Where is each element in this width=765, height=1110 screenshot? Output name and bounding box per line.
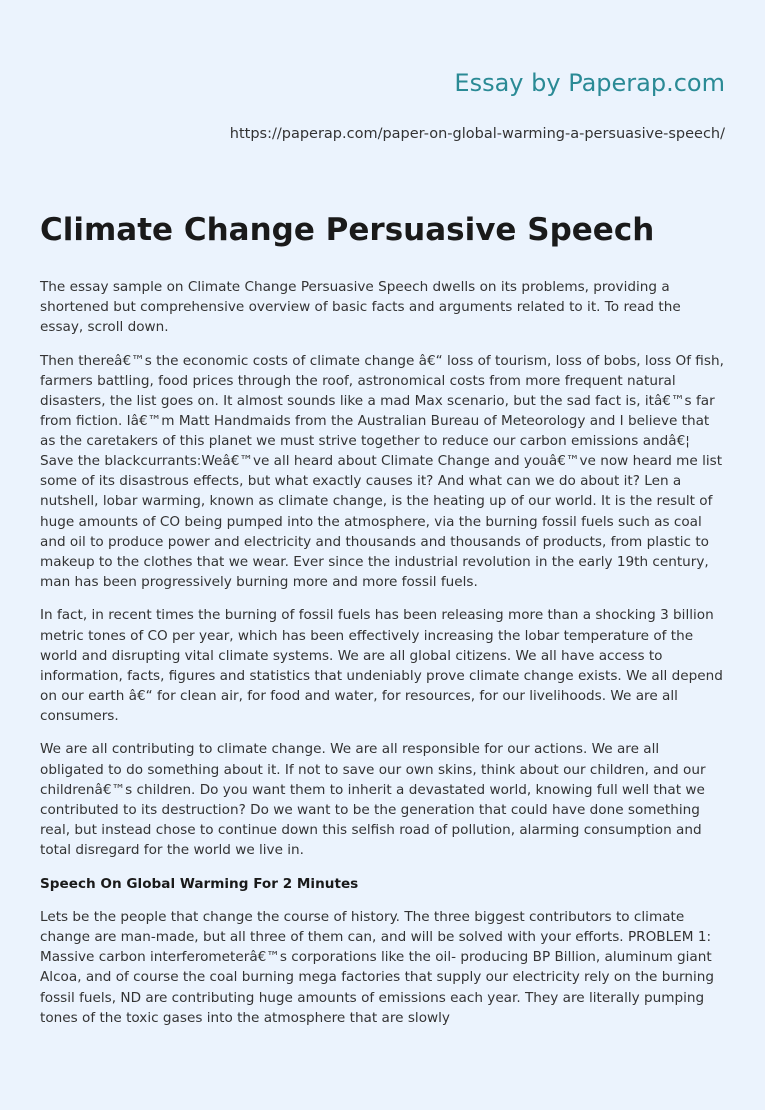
site-header [230, 68, 725, 144]
body-paragraph: Then thereâ€™s the economic costs of climate change â€“ loss of tourism, loss of bobs, loss Of fish, farmers battling, food prices through the roof, astronomical costs from more frequent natural disasters, the list goes on. It almost sounds like a mad Max scenario, but the sad fact is, itâ€™s far from fiction. Iâ€™m Matt Handmaids from the Australian Bureau of Meteorology and I believe that as the caretakers of this planet we must strive together to reduce our carbon emissions andâ€¦ Save the blackcurrants:Weâ€™ve all heard about Climate Change and youâ€™ve now heard me list some of its disastrous effects, but what exactly causes it? And what can we do about it? Len a nutshell, lobar warming, known as climate change, is the heating up of our world. It is the result of huge amounts of CO being pumped into the atmosphere, via the burning fossil fuels such as coal and oil to produce power and electricity and thousands and thousands of products, from plastic to makeup to the clothes that we wear. Ever since the industrial revolution in the early 19th century, man has been progressively burning more and more fossil fuels. [40, 352, 724, 590]
page-title: Climate Change Persuasive Speech [40, 212, 655, 248]
body-paragraph: Lets be the people that change the course of history. The three biggest contributors to climate change are man-made, but all three of them can, and will be solved with your efforts. PROBLEM 1: Massive carbon interferometerâ€™s corporations like the oil- producing BP Billion, aluminum giant Alcoa, and of course the coal burning mega factories that supply our electricity rely on the burning fossil fuels, ND are contributing huge amounts of emissions each year. They are literally pumping tones of the toxic gases into the atmosphere that are slowly [40, 909, 714, 1026]
section-subheading: Speech On Global Warming For 2 Minutes [40, 875, 359, 892]
source-url-link[interactable]: https://paperap.com/paper-on-global-warming-a-persuasive-speech/ [229, 126, 725, 142]
article-body [40, 277, 726, 1041]
body-paragraph: We are all contributing to climate change. We are all responsible for our actions. We are all obligated to do something about it. If not to save our own skins, think about our children, and our childrenâ€™s children. Do you want them to inherit a devastated world, knowing full well that we contributed to its destruction? Do we want to be the generation that could have done something real, but instead chose to continue down this selfish road of pollution, alarming consumption and total disregard for the world we live in. [40, 741, 706, 858]
body-paragraph: In fact, in recent times the burning of fossil fuels has been releasing more than a shocking 3 billion metric tones of CO per year, which has been effectively increasing the lobar temperature of the world and disrupting vital climate systems. We are all global citizens. We all have access to information, facts, figures and statistics that undeniably prove climate change exists. We all depend on our earth â€“ for clean air, for food and water, for resources, for our livelihoods. We are all consumers. [40, 607, 723, 724]
intro-paragraph: The essay sample on Climate Change Persuasive Speech dwells on its problems, providing a shortened but comprehensive overview of basic facts and arguments related to it. To read the essay, scroll down. [40, 279, 681, 336]
brand-link[interactable]: Essay by Paperap.com [454, 69, 725, 97]
